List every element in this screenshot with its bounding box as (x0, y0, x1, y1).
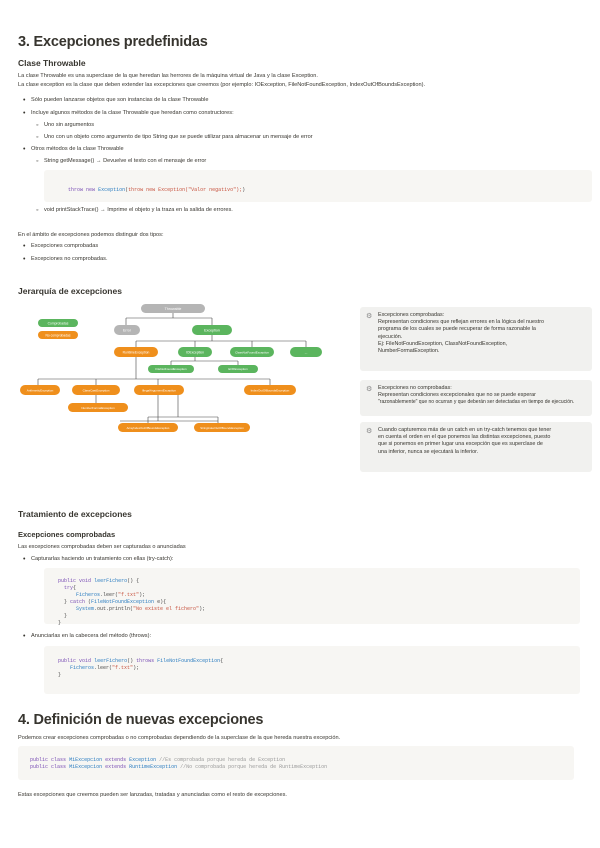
node-eof-label: EOFException (228, 367, 248, 372)
callout-line: Excepciones comprobadas: (378, 312, 445, 318)
callout-line: Ej: FileNotFoundException, ClassNotFoundException, (378, 340, 508, 347)
legend-checked-label: Comprobadas (47, 321, 69, 326)
bullet-item: • Anunciarlas en la cabecera del método (throws): (31, 633, 151, 640)
node-runtime-label: RuntimeException (122, 350, 150, 355)
callout-unchecked (360, 380, 592, 416)
callout-line: NumberFormatException. (378, 348, 440, 355)
exception-hierarchy-diagram (18, 303, 338, 433)
callout-line: en cuenta el orden en el que ponemos las distintas excepciones, puesto (378, 434, 551, 441)
treatment-heading: Tratamiento de excepciones (18, 509, 132, 519)
gear-icon: ⚙ (366, 428, 373, 435)
node-io-label: IOException (186, 350, 204, 355)
node-indexoutofbounds-label: IndexOutOfBoundsException (250, 388, 290, 393)
code-block-throw: throw new Exception(throw new Exception("Valor negativo");) (44, 170, 592, 202)
callout-line: Excepciones no comprobadas: (378, 385, 452, 391)
node-arrayindex-label: ArrayIndexOutOfBoundsException (126, 425, 170, 430)
code-block-throws: public void leerFichero() throws FileNotFoundException{ Ficheros.leer("f.txt"); } (44, 646, 580, 694)
callout-line: Representan condiciones que reflejan errores en la lógica del nuestro (378, 319, 545, 326)
node-numberformat-label: NumberFormatException (81, 405, 115, 410)
bullet-item: • Capturarlas haciendo un tratamiento con ellas (try-catch): (31, 556, 173, 563)
sub-bullet-item: ◦ String getMessage() → Devuelve el texto con el mensaje de error (44, 158, 206, 165)
gear-icon: ⚙ (366, 386, 373, 393)
bullet-item: • Incluye algunos métodos de la clase Throwable que heredan como constructores: (31, 110, 234, 117)
bullet-item: • Excepciones comprobadas (31, 243, 98, 250)
section-3-title: 3. Excepciones predefinidas (18, 34, 208, 50)
treatment-intro: Las excepciones comprobadas deben ser capturadas o anunciadas (18, 544, 186, 550)
sub-bullet-item: ◦ void printStackTrace() → Imprime el objeto y la traza en la salida de errores. (44, 207, 233, 214)
code-block-custom-exceptions: public class MiExcepcion extends Exception //Es comprobada porque hereda de Exception public class MiExcepcion extends RuntimeException //No comprobada porque hereda de RuntimeException (18, 746, 574, 780)
callout-line: "razonablemente" que no ocurran y que deberán ser detectadas en tiempo de ejecución. (378, 399, 575, 406)
intro-line-2: La clase exception es la clase que deben extender las excepciones que creemos (por ejemplo: IOException, FileNotFoundException, IndexOutOfBoundsException). (18, 82, 426, 88)
code-block-try-catch: public void leerFichero() { try{ Ficheros.leer("f.txt"); } catch (FileNotFoundException e){ System.out.println("No existe el fichero"); } } (44, 568, 580, 624)
node-filenotfound-label: FileNotFoundException (155, 367, 187, 372)
node-exception-label: Exception (204, 328, 220, 333)
section-4-title: 4. Definición de nuevas excepciones (18, 712, 264, 728)
code-string: throw new Exception("Valor negativo"); (128, 187, 243, 193)
callout-line: Representan condiciones excepcionales que no se puede esperar (378, 392, 536, 399)
section-4-outro: Estas excepciones que creemos pueden ser lanzadas, tratadas y anunciadas como el resto de excepciones. (18, 792, 287, 798)
hierarchy-heading: Jerarquía de excepciones (18, 286, 122, 296)
callout-line: una inferior, nunca se ejecutará la inferior. (378, 448, 479, 455)
bullet-item: • Otros métodos de la clase Throwable (31, 146, 124, 153)
node-other-checked-label: ... (304, 350, 308, 355)
legend-unchecked-label: No comprobadas (45, 333, 71, 338)
gear-icon: ⚙ (366, 313, 373, 320)
intro-line-1: La clase Throwable es una superclase de la que heredan las herrores de la máquina virtual de Java y la clase Exception. (18, 73, 318, 79)
bullet-item: • Sólo pueden lanzarse objetos que son instancias de la clase Throwable (31, 97, 208, 104)
node-classnotfound-label: ClassNotFoundException (235, 350, 269, 355)
sub-bullet-item: ◦ Uno sin argumentos (44, 122, 94, 129)
node-throwable-label: Throwable (164, 307, 182, 312)
callout-checked (360, 307, 592, 371)
callout-line: que si ponemos en primer lugar una excepción que es superclase de (378, 441, 543, 448)
throwable-heading: Clase Throwable (18, 58, 86, 68)
node-illegalargument-label: IllegalArgumentException (141, 388, 177, 393)
callout-line: Cuando capturemos más de un catch en un try-catch tenemos que tener (378, 427, 552, 433)
node-error-label: Error (123, 328, 131, 333)
section-4-intro: Podemos crear excepciones comprobadas o no comprobadas dependiendo de la superclase de la que hereda nuestra excepción. (18, 735, 341, 741)
bullet-item: • Excepciones no comprobadas. (31, 256, 108, 263)
node-arithmetic-label: ArithmeticException (26, 388, 54, 393)
callout-catch-order (360, 422, 592, 472)
callout-line: ejecución. (378, 333, 403, 340)
checked-subheading: Excepciones comprobadas (18, 530, 116, 539)
callout-line: programa de los cuales se puede recuperar de forma razonable la (378, 326, 536, 333)
sub-bullet-item: ◦ Uno con un objeto como argumento de tipo String que se puede utilizar para almacenar un mensaje de error (44, 134, 313, 141)
types-intro: En el ámbito de excepciones podemos distinguir dos tipos: (18, 232, 164, 238)
node-stringindex-label: StringIndexOutOfBoundsException (200, 425, 244, 430)
node-classcast-label: ClassCastException (82, 388, 110, 393)
